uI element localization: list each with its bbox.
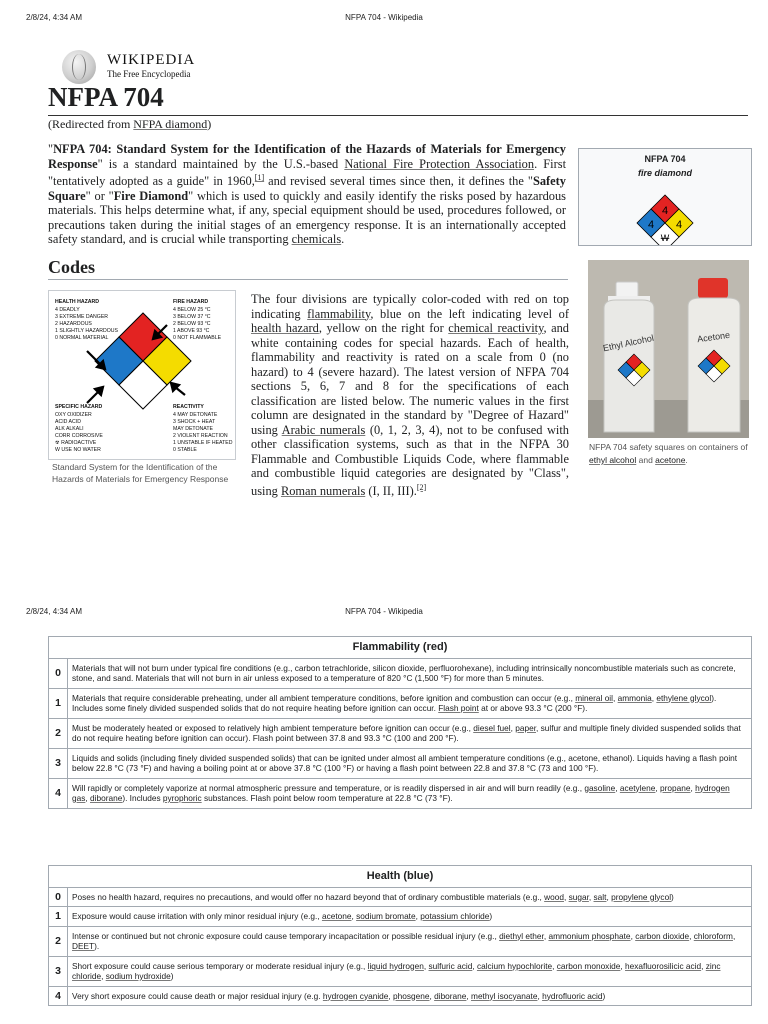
- hazard-description: Materials that require considerable preheating, under all ambient temperature conditions, before ignition and combustion can occur (e.g., mineral oil, ammonia, ethylene glycol). Includes some finely divided suspended solids that do not require heating before ignition can occur. Flash point at or above 93.3 °C (200 °F).: [68, 688, 752, 718]
- print-page-title: NFPA 704 - Wikipedia: [345, 607, 423, 616]
- hazard-description: Will rapidly or completely vaporize at normal atmospheric pressure and temperature, or is readily dispersed in air and will burn readily (e.g., gasoline, acetylene, propane, hydrogen gas, diborane). Includes pyrophoric substances. Flash point below room temperature at 22.8 °C (73 °F).: [68, 778, 752, 808]
- legend-reactivity-item: 1 UNSTABLE IF HEATED: [173, 440, 233, 446]
- degree-of-hazard: 0: [49, 658, 68, 688]
- legend-specific-item: ACID ACID: [55, 419, 81, 425]
- inline-link[interactable]: propylene glycol: [611, 891, 672, 902]
- intro-text: . First "tentatively adopted as a guide" in 1960,: [48, 156, 567, 189]
- figure2-caption-text: and: [636, 455, 656, 465]
- intro-bold-safety-square: Safety Square: [48, 174, 566, 203]
- link-acetone[interactable]: acetone: [655, 455, 686, 465]
- hazard-description: Liquids and solids (including finely divided suspended solids) that can be ignited under almost all ambient temperature conditions (e.g., acetone, ethanol). Liquids having a flash point below 22.8 °C (73 °F) and having a boiling point at or above 37.8 °C (100 °F) or having a flash point between 22.8 and 37.8 °C (73 and 100 °F).: [68, 748, 752, 778]
- intro-bold-name: NFPA 704: Standard System for the Identification of the Hazards of Materials for Emergency Response: [48, 142, 566, 171]
- health-table-body: [49, 887, 752, 1006]
- intro-text: " or ": [85, 188, 114, 203]
- intro-text: " which is used to quickly and easily identify the risks posed by hazardous materials. This helps determine what, if any, special equipment should be used, procedures followed, or precautions taken during the initial stages of an emergency response. It is an internationally accepted safety standard, and is crucial while transporting: [48, 188, 566, 247]
- inline-link[interactable]: gasoline: [584, 782, 616, 793]
- inline-link[interactable]: DEET: [72, 941, 95, 951]
- inline-link[interactable]: mineral oil: [575, 692, 613, 703]
- legend-reactivity-heading: REACTIVITY: [173, 404, 204, 410]
- legend-fire-item: 4 BELOW 25 °C: [173, 307, 211, 313]
- degree-of-hazard: 3: [49, 748, 68, 778]
- legend-reactivity-item: 4 MAY DETONATE: [173, 412, 218, 418]
- print-datetime: 2/8/24, 4:34 AM: [26, 13, 83, 22]
- inline-link[interactable]: pyrophoric: [162, 793, 202, 803]
- link-health-hazard[interactable]: health hazard: [251, 321, 319, 335]
- infobox-flammability: 4: [661, 205, 669, 217]
- figure2-caption-text: NFPA 704 safety squares on containers of: [589, 442, 748, 452]
- inline-link[interactable]: sodium hydroxide: [105, 971, 171, 981]
- redirect-suffix: ): [207, 117, 212, 131]
- table-row: [49, 887, 752, 907]
- inline-link[interactable]: ammonium phosphate: [548, 930, 631, 941]
- health-table-title: Health (blue): [49, 866, 752, 888]
- redirect-prefix: (Redirected from: [48, 117, 134, 131]
- bottle-label-acetone: Acetone: [696, 329, 731, 345]
- fire-diamond-icon[interactable]: [579, 183, 751, 245]
- hazard-description: Exposure would cause irritation with only minor residual injury (e.g., acetone, sodium bromate, potassium chloride): [68, 907, 752, 927]
- inline-link[interactable]: ethylene glycol: [656, 692, 712, 703]
- bottle-label-ethyl: Ethyl Alcohol: [602, 332, 655, 354]
- legend-reactivity-item: 3 SHOCK + HEAT: [173, 419, 216, 425]
- degree-of-hazard: 3: [49, 956, 68, 986]
- inline-link[interactable]: zinc chloride: [72, 960, 721, 981]
- hazard-description: Short exposure could cause serious temporary or moderate residual injury (e.g., liquid hydrogen, sulfuric acid, calcium hypochlorite, carbon monoxide, hexafluorosilicic acid, zinc chloride, sodium hydroxide): [68, 956, 752, 986]
- figure2-caption-text: .: [685, 455, 688, 465]
- legend-specific-item: ALK ALKALI: [55, 426, 84, 432]
- codes-paragraph: [251, 292, 569, 498]
- health-table: [48, 865, 752, 1006]
- codes-text: , and white containing codes for special hazards. Each of health, flammability and reactivity is rated on a scale from 0 (no hazard) to 4 (severe hazard). The latest version of NFPA 704 sections 5, 6, 7 and 8 for the specifications of each classification are listed below. The numeric values in the first column are designated in the standard by "Degree of Hazard" using: [251, 321, 569, 437]
- print-page-title: NFPA 704 - Wikipedia: [345, 13, 423, 22]
- wikipedia-tagline: The Free Encyclopedia: [107, 69, 191, 79]
- inline-link[interactable]: hydrogen cyanide: [322, 990, 389, 1001]
- legend-specific-item: ☢ RADIOACTIVE: [55, 440, 97, 446]
- codes-text: The four divisions are typically color-coded with red on top indicating: [251, 292, 569, 321]
- degree-of-hazard: 1: [49, 907, 68, 927]
- table-row: [49, 926, 752, 956]
- table-row: [49, 986, 752, 1006]
- wikipedia-logo[interactable]: [62, 50, 202, 84]
- inline-link[interactable]: sugar: [568, 891, 589, 902]
- infobox-special: W: [660, 233, 670, 243]
- intro-paragraph: [48, 142, 566, 247]
- inline-link[interactable]: carbon monoxide: [556, 960, 621, 971]
- hazard-description: Intense or continued but not chronic exposure could cause temporary incapacitation or possible residual injury (e.g., diethyl ether, ammonium phosphate, carbon dioxide, chloroform, DEET).: [68, 926, 752, 956]
- link-arabic-numerals[interactable]: Arabic numerals: [281, 422, 366, 437]
- legend-fire-item: 2 BELOW 93 °C: [173, 321, 211, 327]
- inline-link[interactable]: hydrogen gas: [72, 782, 730, 803]
- nfpa-legend-figure[interactable]: [48, 290, 236, 460]
- infobox-reactivity: 4: [675, 219, 683, 231]
- legend-specific-item: W USE NO WATER: [55, 447, 101, 453]
- inline-link[interactable]: calcium hypochlorite: [476, 960, 553, 971]
- codes-text: , yellow on the right for: [318, 321, 449, 335]
- legend-health-item: 3 EXTREME DANGER: [55, 314, 109, 320]
- inline-link[interactable]: hexafluorosilicic acid: [625, 960, 702, 971]
- inline-link[interactable]: diborane: [90, 793, 123, 803]
- ref-2[interactable]: [2]: [416, 482, 427, 492]
- inline-link[interactable]: paper: [515, 722, 537, 733]
- legend-health-heading: HEALTH HAZARD: [55, 299, 99, 305]
- hazard-description: Poses no health hazard, requires no precautions, and would offer no hazard beyond that of ordinary combustible materials (e.g., wood, sugar, salt, propylene glycol): [68, 887, 752, 907]
- section-title-codes: Codes: [48, 257, 96, 277]
- hazard-description: Materials that will not burn under typical fire conditions (e.g., carbon tetrachloride, silicon dioxide, perfluorohexane), including intrinsically noncombustible materials such as concrete, stone, and sand. Materials that will not burn in air unless exposed to a temperature of 820 °C (1,500 °F) for more than 5 minutes.: [68, 658, 752, 688]
- intro-text: and revised several times since then, it defines the ": [264, 174, 533, 189]
- redirect-link[interactable]: NFPA diamond: [133, 117, 208, 131]
- degree-of-hazard: 2: [49, 718, 68, 748]
- inline-link[interactable]: diborane: [434, 990, 467, 1001]
- inline-link[interactable]: acetone: [321, 911, 352, 921]
- link-roman-numerals[interactable]: Roman numerals: [280, 483, 366, 498]
- inline-link[interactable]: sodium bromate: [356, 911, 416, 921]
- legend-fire-heading: FIRE HAZARD: [173, 299, 209, 305]
- link-nfpa[interactable]: National Fire Protection Association: [344, 156, 535, 171]
- infobox: [578, 148, 752, 246]
- infobox-subtitle: fire diamond: [637, 168, 692, 178]
- legend-specific-item: CORR CORROSIVE: [55, 433, 103, 439]
- table-row: [49, 778, 752, 808]
- inline-link[interactable]: carbon dioxide: [635, 930, 690, 941]
- codes-text: , blue on the left indicating level of: [370, 306, 569, 321]
- legend-health-item: 4 DEADLY: [55, 307, 80, 313]
- legend-fire-item: 0 NOT FLAMMABLE: [173, 335, 222, 341]
- title-divider: [48, 115, 748, 116]
- legend-health-item: 2 HAZARDOUS: [55, 321, 92, 327]
- inline-link[interactable]: methyl isocyanate: [471, 990, 538, 1001]
- inline-link[interactable]: liquid hydrogen: [367, 960, 424, 971]
- link-chemicals[interactable]: chemicals: [291, 232, 342, 247]
- table-row: [49, 688, 752, 718]
- legend-fire-item: 3 BELOW 37 °C: [173, 314, 211, 320]
- table-row: [49, 748, 752, 778]
- inline-link[interactable]: hydrofluoric acid: [542, 990, 603, 1001]
- table-row: [49, 907, 752, 927]
- inline-link[interactable]: Flash point: [438, 703, 479, 713]
- redirect-note: [48, 117, 211, 132]
- legend-specific-heading: SPECIFIC HAZARD: [55, 404, 103, 410]
- inline-link[interactable]: diesel fuel: [473, 722, 511, 733]
- intro-text: .: [341, 232, 345, 247]
- legend-reactivity-item: 2 VIOLENT REACTION: [173, 433, 228, 439]
- figure1-caption: Standard System for the Identification of the Hazards of Materials for Emergency Response: [52, 462, 229, 484]
- codes-text: (0, 1, 2, 3, 4), not to be confused with other classification systems, such as that in the NFPA 30 Flammable and Combustible Liquids Code, where flammable and combustible liquid categories are designated by "Class", using: [251, 422, 569, 498]
- link-flammability[interactable]: flammability: [307, 306, 371, 321]
- flammability-table-title: Flammability (red): [49, 637, 752, 659]
- page-title: NFPA 704: [48, 82, 164, 112]
- degree-of-hazard: 1: [49, 688, 68, 718]
- table-row: [49, 658, 752, 688]
- codes-text: (I, II, III).: [365, 483, 417, 498]
- wikipedia-wordmark: WIKIPEDIA: [107, 52, 196, 68]
- hazard-description: Must be moderately heated or exposed to relatively high ambient temperature before ignition can occur (e.g., diesel fuel, paper, sulfur and multiple finely divided suspended solids that do not require heating before ignition can occur). Flash point between 37.8 and 93.3 °C (100 and 200 °F).: [68, 718, 752, 748]
- print-datetime: 2/8/24, 4:34 AM: [26, 607, 83, 616]
- section-divider: [48, 279, 568, 280]
- inline-link[interactable]: ammonia: [617, 692, 652, 703]
- ref-1[interactable]: [1]: [254, 173, 265, 182]
- figure2-caption: [589, 441, 749, 467]
- intro-text: ": [48, 142, 54, 156]
- degree-of-hazard: 4: [49, 986, 68, 1006]
- inline-link[interactable]: potassium chloride: [420, 911, 490, 921]
- legend-specific-item: OXY OXIDIZER: [55, 412, 92, 418]
- link-ethyl-alcohol[interactable]: ethyl alcohol: [589, 455, 637, 465]
- legend-health-item: 0 NORMAL MATERIAL: [55, 335, 109, 341]
- table-row: [49, 956, 752, 986]
- degree-of-hazard: 2: [49, 926, 68, 956]
- nfpa-legend-diagram: [49, 291, 235, 459]
- legend-reactivity-item: MAY DETONATE: [173, 426, 213, 432]
- wikipedia-globe-icon: [62, 50, 96, 84]
- degree-of-hazard: 4: [49, 778, 68, 808]
- flammability-table-body: [49, 658, 752, 808]
- inline-link[interactable]: phosgene: [393, 990, 430, 1001]
- infobox-health: 4: [647, 219, 655, 231]
- legend-reactivity-item: 0 STABLE: [173, 447, 197, 453]
- degree-of-hazard: 0: [49, 887, 68, 907]
- intro-text: " is a standard maintained by the U.S.-based: [97, 156, 345, 171]
- bottles-illustration: [588, 260, 749, 438]
- inline-link[interactable]: acetylene: [619, 782, 656, 793]
- hazard-description: Very short exposure could cause death or major residual injury (e.g. hydrogen cyanide, phosgene, diborane, methyl isocyanate, hydrofluoric acid): [68, 986, 752, 1006]
- inline-link[interactable]: chloroform: [693, 930, 733, 941]
- inline-link[interactable]: salt: [593, 891, 607, 902]
- legend-health-item: 1 SLIGHTLY HAZARDOUS: [55, 328, 118, 334]
- flammability-table: [48, 636, 752, 809]
- intro-bold-fire-diamond: Fire Diamond: [113, 188, 189, 203]
- inline-link[interactable]: wood: [544, 891, 564, 902]
- bottles-photo[interactable]: [588, 260, 749, 438]
- legend-fire-item: 1 ABOVE 93 °C: [173, 328, 210, 334]
- infobox-title: NFPA 704: [644, 154, 686, 164]
- inline-link[interactable]: diethyl ether: [499, 930, 544, 941]
- inline-link[interactable]: propane: [660, 782, 691, 793]
- table-row: [49, 718, 752, 748]
- inline-link[interactable]: sulfuric acid: [428, 960, 473, 971]
- link-chemical-reactivity[interactable]: chemical reactivity: [448, 321, 544, 335]
